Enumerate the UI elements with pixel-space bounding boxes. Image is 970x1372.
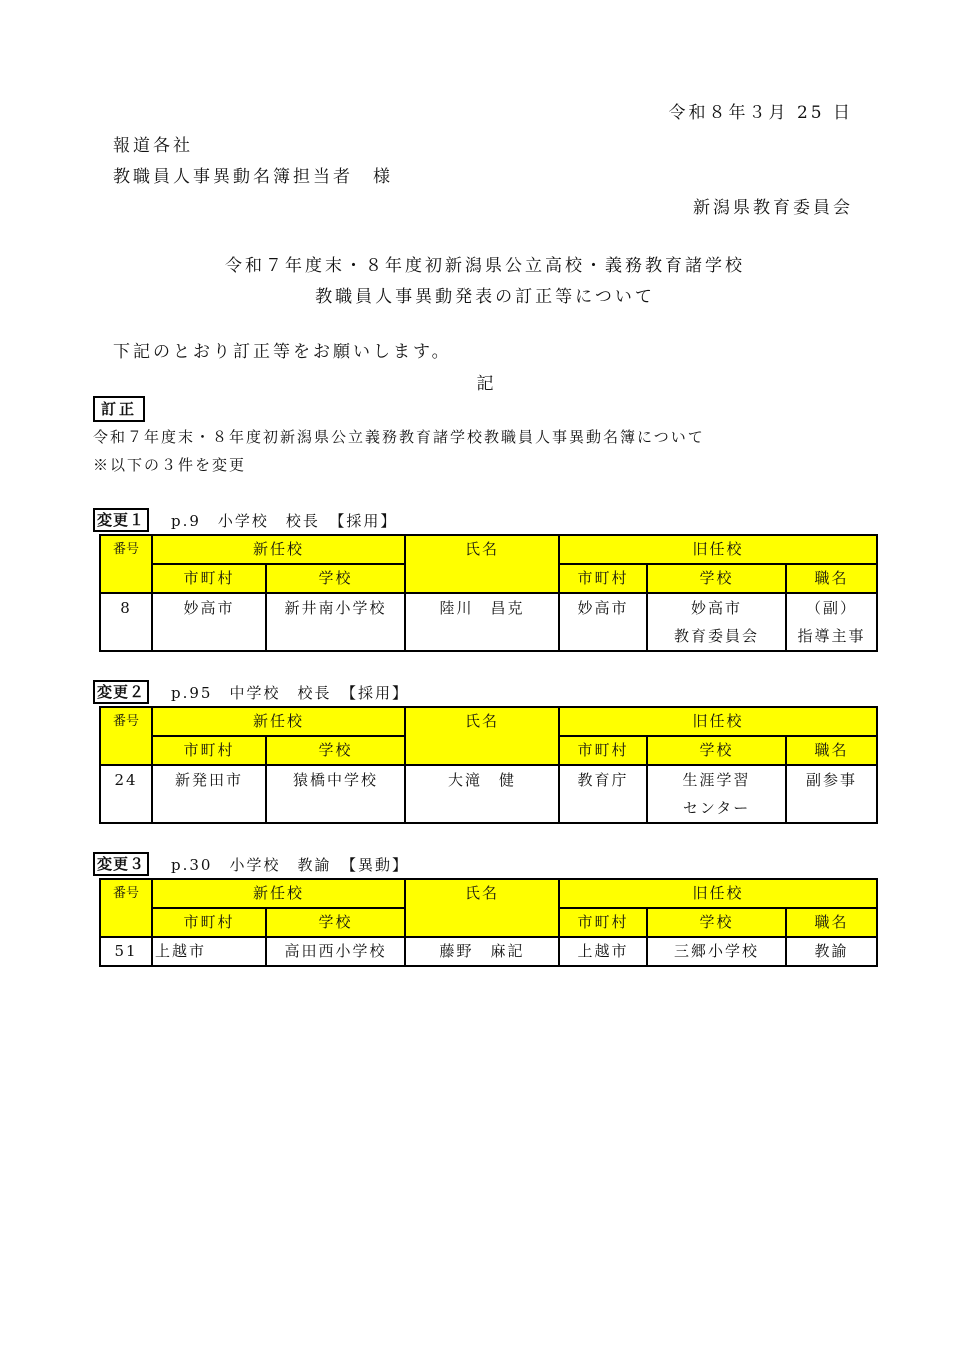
table-row <box>100 765 877 823</box>
header-name: 氏名 <box>405 707 559 765</box>
row-new-school: 高田西小学校 <box>266 937 405 966</box>
table-row <box>100 593 877 651</box>
row-old-municipality: 妙高市 <box>559 593 647 651</box>
row-new-school: 猿橋中学校 <box>266 765 405 823</box>
row-old-school-line-2: センター <box>682 799 751 817</box>
change-3-label: 変更３ <box>93 852 149 876</box>
change-2-label: 変更２ <box>93 680 149 704</box>
header-name: 氏名 <box>405 535 559 593</box>
change-2-table <box>99 706 878 824</box>
correction-note: ※以下の３件を変更 <box>93 456 247 474</box>
header-new-school: 新任校 <box>152 707 405 736</box>
row-new-municipality: 上越市 <box>152 937 266 966</box>
change-2-description: p.95 中学校 校長 【採用】 <box>171 683 409 702</box>
change-1-label: 変更１ <box>93 508 149 532</box>
header-new-school-name: 学校 <box>266 908 405 937</box>
header-name: 氏名 <box>405 879 559 937</box>
row-position: 教諭 <box>786 937 877 966</box>
header-old-school: 旧任校 <box>559 707 877 736</box>
change-1-description: p.9 小学校 校長 【採用】 <box>171 511 398 530</box>
row-position-line-2: 指導主事 <box>797 627 866 645</box>
header-old-school: 旧任校 <box>559 535 877 564</box>
document-title-line-2: 教職員人事異動発表の訂正等について <box>315 287 655 307</box>
row-old-school <box>647 593 786 651</box>
header-new-municipality: 市町村 <box>152 908 266 937</box>
table-row <box>100 937 877 966</box>
correction-label: 訂正 <box>93 396 145 422</box>
intro-text: 下記のとおり訂正等をお願いします。 <box>113 342 452 362</box>
change-2-header <box>93 681 409 703</box>
correction-description: 令和７年度末・８年度初新潟県公立義務教育諸学校教職員人事異動名簿について <box>93 428 705 446</box>
row-old-school: 三郷小学校 <box>647 937 786 966</box>
row-name: 大滝 健 <box>405 765 559 823</box>
header-new-school-name: 学校 <box>266 736 405 765</box>
document-title-line-1: 令和７年度末・８年度初新潟県公立高校・義務教育諸学校 <box>225 256 745 276</box>
header-old-school-name: 学校 <box>647 564 786 593</box>
header-old-school-name: 学校 <box>647 736 786 765</box>
header-number: 番号 <box>100 879 152 937</box>
row-old-municipality: 教育庁 <box>559 765 647 823</box>
change-3-table <box>99 878 878 967</box>
header-old-municipality: 市町村 <box>559 736 647 765</box>
row-new-municipality: 新発田市 <box>152 765 266 823</box>
header-new-municipality: 市町村 <box>152 736 266 765</box>
change-3-description: p.30 小学校 教諭 【異動】 <box>171 855 409 874</box>
row-new-school: 新井南小学校 <box>266 593 405 651</box>
header-number: 番号 <box>100 707 152 765</box>
header-position: 職名 <box>786 908 877 937</box>
recipient-staff: 教職員人事異動名簿担当者 様 <box>113 167 393 187</box>
header-old-school-name: 学校 <box>647 908 786 937</box>
header-position: 職名 <box>786 564 877 593</box>
header-old-school: 旧任校 <box>559 879 877 908</box>
row-position <box>786 765 877 823</box>
row-number: 8 <box>100 593 152 651</box>
row-name: 藤野 麻記 <box>405 937 559 966</box>
header-new-school: 新任校 <box>152 535 405 564</box>
header-new-school-name: 学校 <box>266 564 405 593</box>
row-new-municipality: 妙高市 <box>152 593 266 651</box>
row-position-line-1: 副参事 <box>806 771 858 789</box>
row-old-school-line-2: 教育委員会 <box>674 627 760 645</box>
row-old-school <box>647 765 786 823</box>
row-position <box>786 593 877 651</box>
row-old-municipality: 上越市 <box>559 937 647 966</box>
row-number: 51 <box>100 937 152 966</box>
row-name: 陸川 昌克 <box>405 593 559 651</box>
header-old-municipality: 市町村 <box>559 564 647 593</box>
recipient-press: 報道各社 <box>113 136 193 156</box>
row-old-school-line-1: 妙高市 <box>691 599 743 617</box>
change-1-header <box>93 509 397 531</box>
header-position: 職名 <box>786 736 877 765</box>
row-position-line-1: （副） <box>806 599 858 617</box>
row-number: 24 <box>100 765 152 823</box>
row-old-school-line-1: 生涯学習 <box>682 771 751 789</box>
header-number: 番号 <box>100 535 152 593</box>
header-new-school: 新任校 <box>152 879 405 908</box>
ki-heading: 記 <box>476 374 494 394</box>
header-old-municipality: 市町村 <box>559 908 647 937</box>
document-date: 令和８年３月 25 日 <box>668 103 853 123</box>
header-new-municipality: 市町村 <box>152 564 266 593</box>
change-1-table <box>99 534 878 652</box>
sender: 新潟県教育委員会 <box>693 198 853 218</box>
change-3-header <box>93 853 409 875</box>
